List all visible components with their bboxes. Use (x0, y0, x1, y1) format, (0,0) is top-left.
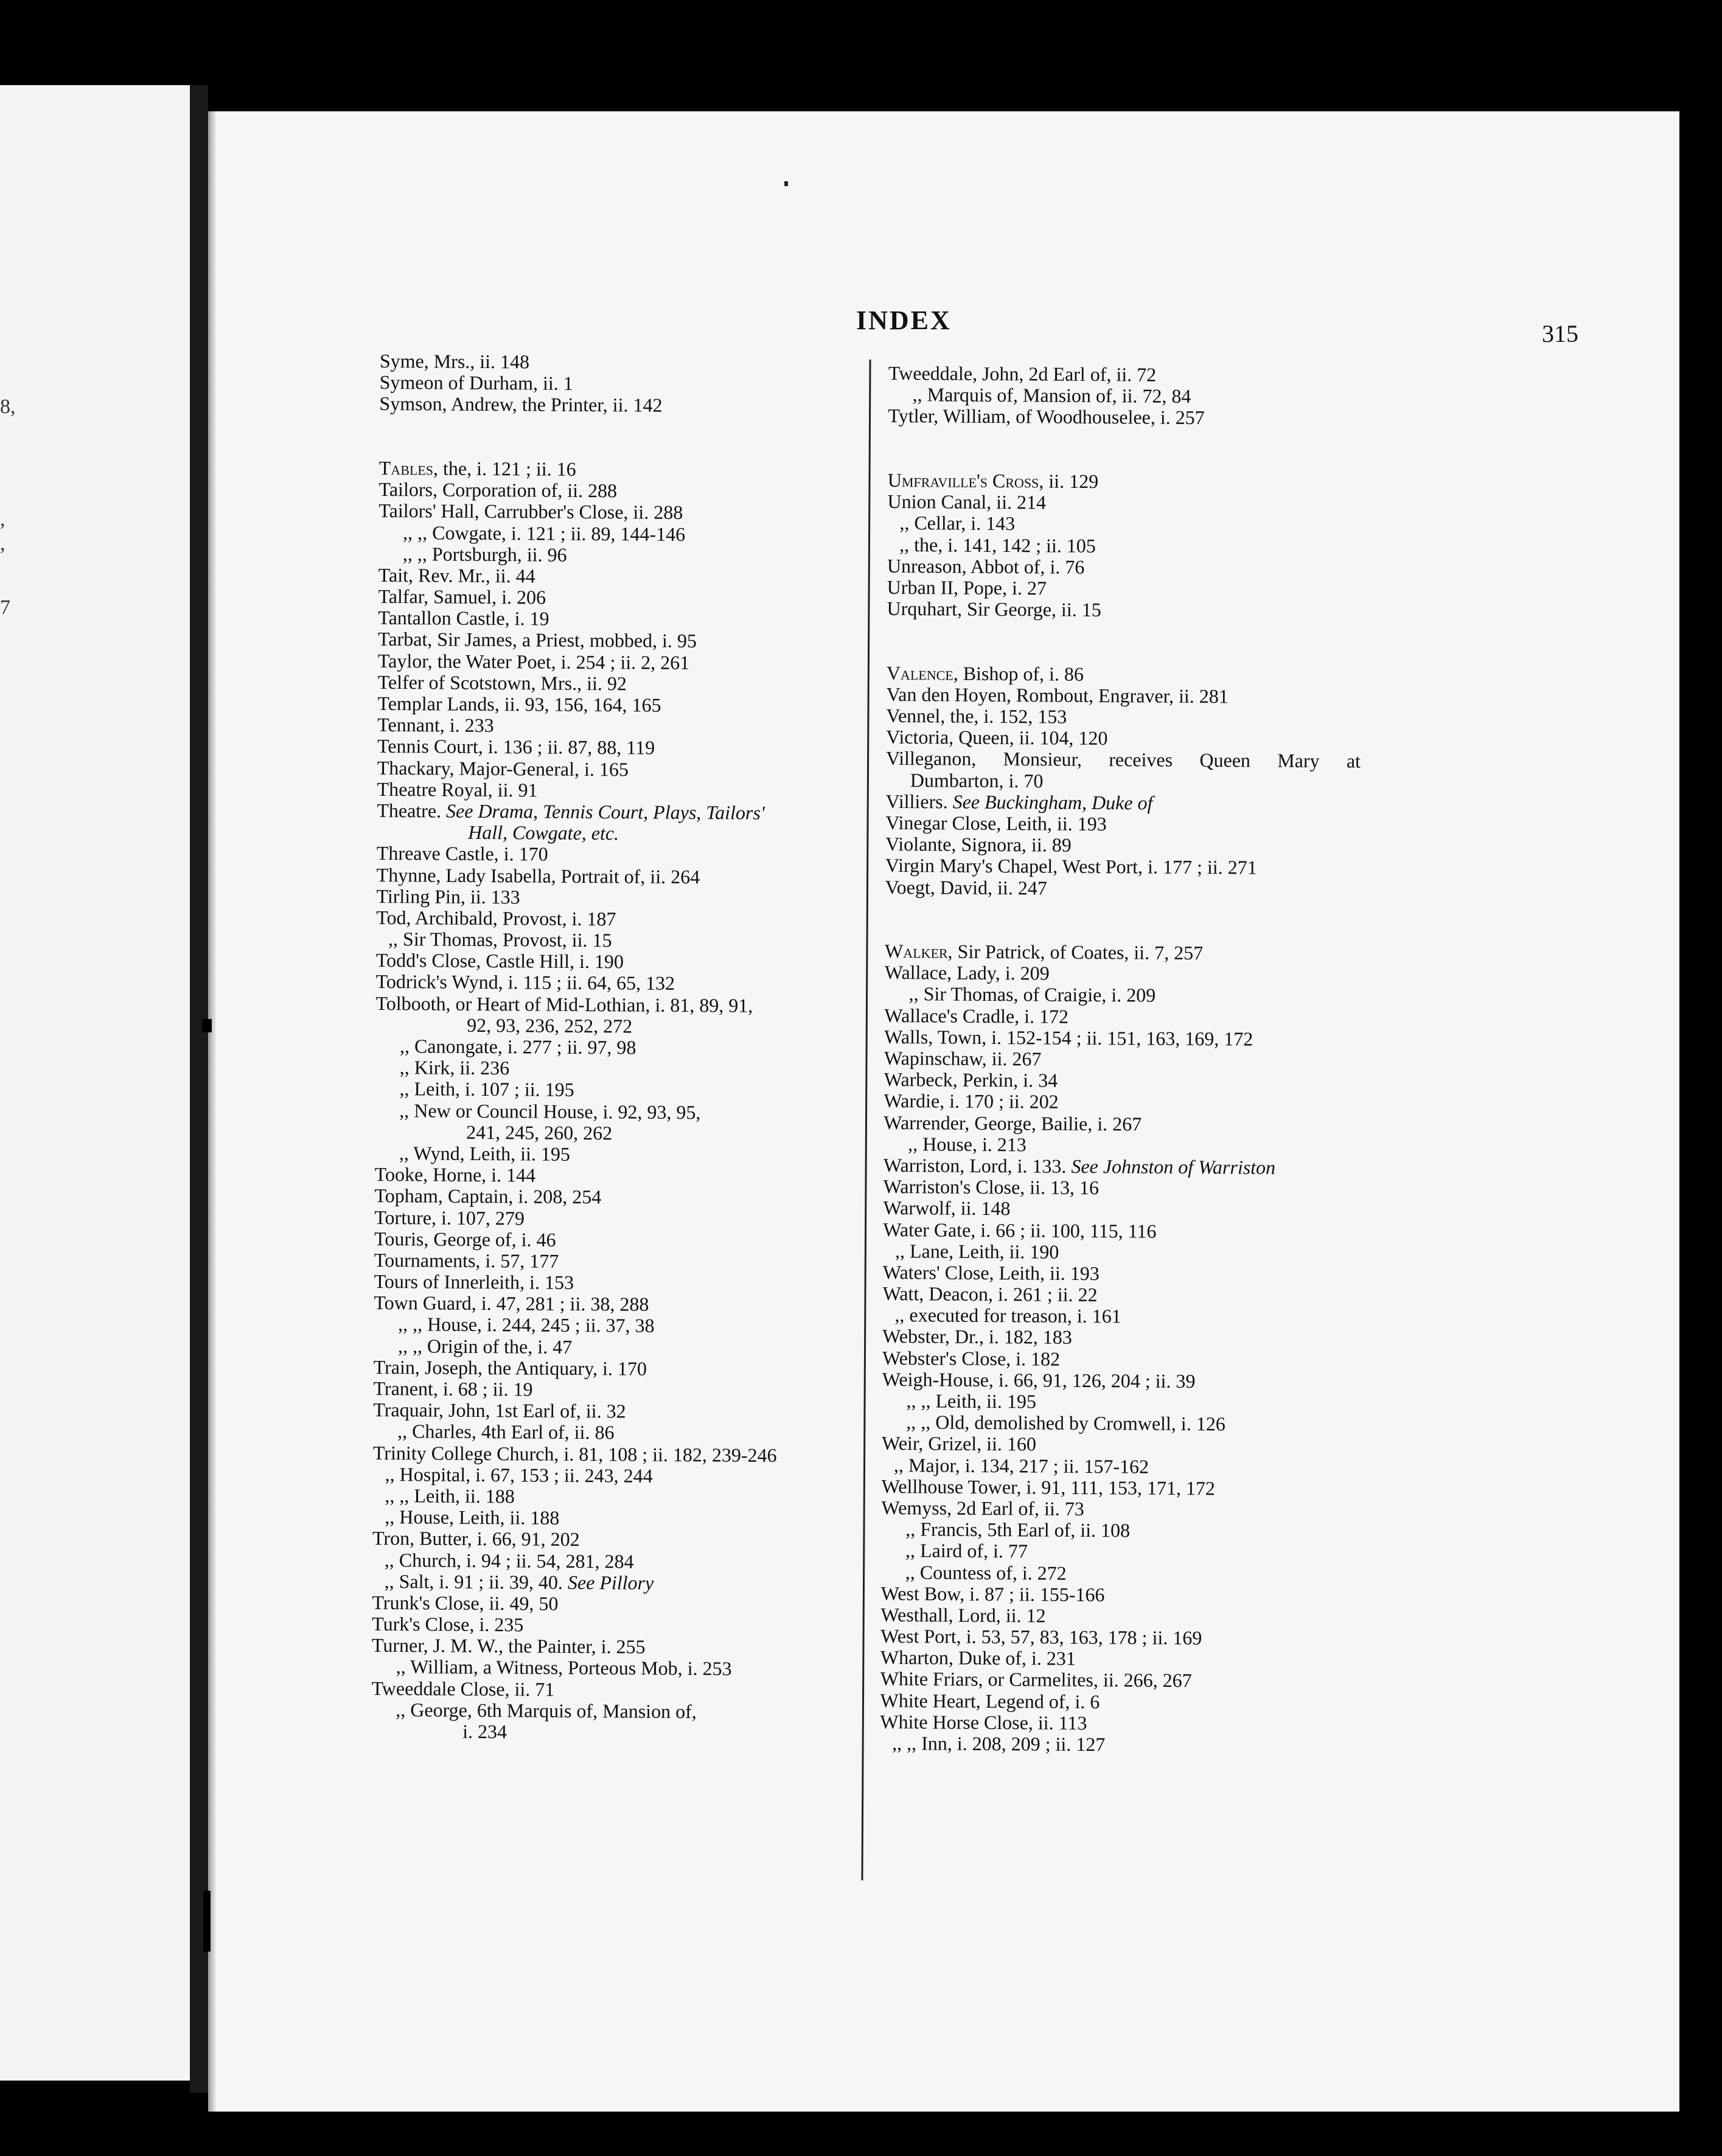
entry-text: White Heart, Legend of, i. 6 (880, 1689, 1100, 1713)
entry-text: Syme, Mrs., ii. 148 (379, 350, 530, 373)
entry-text: Watt, Deacon, i. 261 ; ii. 22 (882, 1282, 1098, 1306)
entry-text: Talfar, Samuel, i. 206 (378, 585, 546, 608)
entry-text: Tirling Pin, ii. 133 (376, 885, 520, 908)
entry-text: ,, Canongate, i. 277 ; ii. 97, 98 (399, 1035, 636, 1059)
index-entry (880, 1733, 1561, 1758)
entry-heading-smallcaps: Walker (884, 940, 948, 962)
page-number: 315 (1542, 320, 1578, 347)
entry-text: Train, Joseph, the Antiquary, i. 170 (373, 1355, 647, 1380)
entry-text: ,, George, 6th Marquis of, Mansion of, (396, 1699, 697, 1723)
entry-text: West Bow, i. 87 ; ii. 155-166 (880, 1582, 1105, 1605)
entry-text: Tantallon Castle, i. 19 (378, 607, 549, 630)
entry-text: ,, Lane, Leith, ii. 190 (894, 1239, 1059, 1263)
index-page (208, 111, 1679, 2112)
entry-text: Tournaments, i. 57, 177 (374, 1248, 559, 1272)
entry-text: Wapinschaw, ii. 267 (884, 1047, 1042, 1070)
index-entry (885, 877, 1567, 902)
entry-text: Tytler, William, of Woodhouselee, i. 257 (888, 405, 1205, 429)
entry-text: White Friars, or Carmelites, ii. 266, 267 (880, 1667, 1192, 1692)
entry-text: i. 234 (462, 1720, 507, 1743)
entry-text: Thynne, Lady Isabella, Portrait of, ii. 264 (376, 863, 700, 888)
entry-text: Touris, George of, i. 46 (374, 1227, 556, 1251)
entry-text: ,, Salt, i. 91 ; ii. 39, 40. (384, 1570, 568, 1593)
index-column-right (880, 363, 1570, 1758)
facing-page-fragment: , (0, 508, 5, 530)
entry-text: Todrick's Wynd, i. 115 ; ii. 64, 65, 132 (375, 970, 675, 995)
entry-text: ,, Cellar, i. 143 (899, 512, 1016, 535)
entry-text: Tailors, Corporation of, ii. 288 (378, 478, 618, 502)
entry-text: Wardie, i. 170 ; ii. 202 (884, 1090, 1059, 1113)
entry-text: Tennis Court, i. 136 ; ii. 87, 88, 119 (377, 735, 655, 759)
entry-text: , ii. 129 (1039, 470, 1099, 493)
entry-text: ,, House, Leith, ii. 188 (385, 1506, 560, 1529)
entry-text: ,, ,, Old, demolished by Cromwell, i. 126 (906, 1411, 1225, 1435)
entry-text: Walls, Town, i. 152-154 ; ii. 151, 163, 169, 172 (884, 1025, 1253, 1050)
entry-text: , Sir Patrick, of Coates, ii. 7, 257 (947, 940, 1204, 964)
entry-text: ,, Sir Thomas, Provost, ii. 15 (388, 928, 612, 951)
entry-text: Warbeck, Perkin, i. 34 (884, 1068, 1058, 1091)
entry-text: Westhall, Lord, ii. 12 (880, 1603, 1046, 1627)
entry-text: ,, ,, Cowgate, i. 121 ; ii. 89, 144-146 (403, 521, 686, 545)
entry-text: ,, Sir Thomas, of Craigie, i. 209 (908, 982, 1156, 1007)
entry-text: Victoria, Queen, ii. 104, 120 (886, 726, 1108, 749)
entry-text: , the, i. 121 ; ii. 16 (433, 457, 576, 480)
entry-text: ,, Francis, 5th Earl of, ii. 108 (905, 1518, 1131, 1542)
entry-text: Wharton, Duke of, i. 231 (880, 1646, 1076, 1670)
cross-reference: Hall, Cowgate, etc. (468, 821, 619, 844)
entry-text: Traquair, John, 1st Earl of, ii. 32 (373, 1399, 626, 1422)
facing-page-fragment: 8, (0, 395, 16, 418)
entry-text: Violante, Signora, ii. 89 (885, 833, 1072, 857)
index-entry (888, 405, 1569, 431)
entry-text: ,, William, a Witness, Porteous Mob, i. 253 (396, 1655, 732, 1680)
binding-mark (202, 1019, 212, 1032)
entry-text: Tron, Butter, i. 66, 91, 202 (372, 1527, 580, 1551)
entry-text: West Port, i. 53, 57, 83, 163, 178 ; ii. 169 (880, 1625, 1202, 1649)
entry-text: Warwolf, ii. 148 (883, 1197, 1011, 1220)
specks (784, 181, 788, 186)
entry-text: Tours of Innerleith, i. 153 (374, 1270, 574, 1294)
entry-text: Taylor, the Water Poet, i. 254 ; ii. 2, 261 (377, 649, 690, 673)
entry-text: 241, 245, 260, 262 (466, 1121, 613, 1144)
entry-text: Tweeddale Close, ii. 71 (371, 1677, 555, 1700)
entry-text: Tennant, i. 233 (377, 714, 494, 737)
entry-text: Webster's Close, i. 182 (882, 1346, 1061, 1370)
entry-text: Warrender, George, Bailie, i. 267 (884, 1111, 1142, 1135)
entry-heading-smallcaps: Tables (378, 456, 434, 479)
entry-text: ,, ,, House, i. 244, 245 ; ii. 37, 38 (398, 1313, 655, 1337)
entry-text: Threave Castle, i. 170 (376, 842, 548, 866)
entry-text: Templar Lands, ii. 93, 156, 164, 165 (377, 692, 661, 716)
entry-text: Union Canal, ii. 214 (887, 490, 1047, 513)
entry-text: ,, Wynd, Leith, ii. 195 (399, 1142, 571, 1165)
entry-text: ,, ,, Leith, ii. 195 (906, 1389, 1036, 1413)
entry-text: ,, Leith, i. 107 ; ii. 195 (399, 1077, 574, 1101)
entry-text: Tod, Archibald, Provost, i. 187 (376, 906, 616, 930)
entry-text: Tranent, i. 68 ; ii. 19 (373, 1377, 533, 1400)
facing-page-edge (0, 85, 190, 2081)
index-entry (887, 598, 1568, 624)
entry-text: Torture, i. 107, 279 (374, 1206, 525, 1229)
entry-text: Webster, Dr., i. 182, 183 (882, 1325, 1072, 1349)
entry-text: 92, 93, 236, 252, 272 (467, 1014, 633, 1037)
entry-text: White Horse Close, ii. 113 (880, 1710, 1087, 1734)
entry-text: Vinegar Close, Leith, ii. 193 (885, 811, 1107, 835)
entry-text: ,, ,, Origin of the, i. 47 (397, 1334, 573, 1358)
entry-text: Tweeddale, John, 2d Earl of, ii. 72 (888, 362, 1157, 386)
entry-text: Villiers. (885, 790, 953, 813)
entry-text: ,, Hospital, i. 67, 153 ; ii. 243, 244 (385, 1462, 653, 1487)
page-edge-shadow (208, 111, 217, 2112)
entry-text: Tarbat, Sir James, a Priest, mobbed, i. 95 (377, 628, 697, 652)
entry-text: Tooke, Horne, i. 144 (374, 1163, 536, 1186)
section-gap (887, 619, 1568, 666)
entry-text: Trinity College Church, i. 81, 108 ; ii. 182, 239-246 (372, 1441, 777, 1466)
entry-text: Urquhart, Sir George, ii. 15 (887, 597, 1101, 621)
entry-text: Telfer of Scotstown, Mrs., ii. 92 (377, 670, 627, 695)
entry-text: Warriston, Lord, i. 133. (883, 1153, 1072, 1177)
entry-heading-smallcaps: Valence (886, 661, 953, 684)
entry-text: Trunk's Close, ii. 49, 50 (372, 1591, 559, 1615)
entry-text: ,, Marquis of, Mansion of, ii. 72, 84 (912, 383, 1191, 408)
entry-text: ,, the, i. 141, 142 ; ii. 105 (899, 533, 1096, 557)
entry-text: Symeon of Durham, ii. 1 (379, 371, 573, 395)
entry-text: ,, New or Council House, i. 92, 93, 95, (399, 1099, 701, 1123)
entry-text: Todd's Close, Castle Hill, i. 190 (375, 949, 624, 973)
entry-text: Warriston's Close, ii. 13, 16 (883, 1175, 1100, 1199)
entry-text: Topham, Captain, i. 208, 254 (374, 1184, 602, 1208)
facing-page-fragment: , (0, 532, 5, 555)
cross-reference: See Buckingham, Duke of (952, 790, 1153, 814)
entry-text: Wemyss, 2d Earl of, ii. 73 (881, 1496, 1084, 1520)
entry-text: Theatre. (377, 799, 447, 822)
entry-text: ,, executed for treason, i. 161 (894, 1304, 1121, 1327)
entry-text: ,, ,, Inn, i. 208, 209 ; ii. 127 (892, 1732, 1106, 1756)
entry-text: ,, Laird of, i. 77 (905, 1539, 1028, 1562)
entry-text: , Bishop of, i. 86 (953, 662, 1084, 685)
entry-text: Waters' Close, Leith, ii. 193 (882, 1261, 1100, 1285)
running-head: INDEX (856, 305, 952, 335)
entry-text: Tailors' Hall, Carrubber's Close, ii. 288 (378, 499, 683, 524)
entry-text: Symson, Andrew, the Printer, ii. 142 (379, 392, 663, 417)
cross-reference: See Pillory (567, 1571, 654, 1594)
entry-text: Tolbooth, or Heart of Mid-Lothian, i. 81, 89, 91, (375, 992, 753, 1017)
entry-text: ,, ,, Leith, ii. 188 (385, 1484, 515, 1507)
entry-text: Dumbarton, i. 70 (910, 768, 1044, 792)
entry-text: Virgin Mary's Chapel, West Port, i. 177 ; ii. 271 (885, 854, 1257, 879)
entry-text: ,, Church, i. 94 ; ii. 54, 281, 284 (384, 1548, 634, 1573)
facing-page-fragment: 7 (0, 596, 10, 619)
entry-text: Van den Hoyen, Rombout, Engraver, ii. 281 (886, 683, 1229, 708)
entry-text: Unreason, Abbot of, i. 76 (887, 554, 1085, 578)
entry-text: ,, ,, Portsburgh, ii. 96 (402, 542, 567, 566)
entry-text: Turner, J. M. W., the Painter, i. 255 (371, 1634, 646, 1658)
entry-text: Vennel, the, i. 152, 153 (886, 704, 1067, 728)
section-gap (885, 898, 1566, 945)
entry-text: ,, House, i. 213 (908, 1133, 1027, 1156)
entry-text: Wellhouse Tower, i. 91, 111, 153, 171, 172 (881, 1475, 1216, 1500)
entry-text: Tait, Rev. Mr., ii. 44 (378, 563, 535, 587)
cross-reference: See Drama, Tennis Court, Plays, Tailors' (445, 799, 765, 824)
entry-text: Wallace, Lady, i. 209 (884, 961, 1050, 984)
entry-text: ,, Charles, 4th Earl of, ii. 86 (397, 1420, 615, 1444)
book-gutter (190, 85, 208, 2093)
entry-text: Thackary, Major-General, i. 165 (377, 756, 629, 781)
entry-text: Weir, Grizel, ii. 160 (882, 1432, 1037, 1455)
entry-text: Theatre Royal, ii. 91 (377, 777, 538, 801)
entry-text: Wallace's Cradle, i. 172 (884, 1004, 1069, 1028)
entry-text: Town Guard, i. 47, 281 ; ii. 38, 288 (374, 1292, 649, 1315)
entry-text: Urban II, Pope, i. 27 (887, 576, 1047, 599)
entry-text: ,, Kirk, ii. 236 (399, 1056, 510, 1079)
entry-text: Turk's Close, i. 235 (372, 1613, 524, 1636)
binding-mark (203, 1891, 211, 1952)
entry-text: Weigh-House, i. 66, 91, 126, 204 ; ii. 39 (882, 1368, 1196, 1392)
section-gap (888, 427, 1569, 474)
entry-text: ,, Major, i. 134, 217 ; ii. 157-162 (893, 1453, 1149, 1478)
entry-text: Voegt, David, ii. 247 (885, 875, 1047, 899)
cross-reference: See Johnston of Warriston (1071, 1155, 1276, 1178)
entry-text: Villeganon, Monsieur, receives Queen Mary at (885, 747, 1361, 773)
entry-text: Water Gate, i. 66 ; ii. 100, 115, 116 (883, 1218, 1157, 1242)
entry-text: ,, Countess of, i. 272 (905, 1560, 1067, 1584)
entry-heading-smallcaps: Umfraville's Cross (887, 468, 1039, 492)
